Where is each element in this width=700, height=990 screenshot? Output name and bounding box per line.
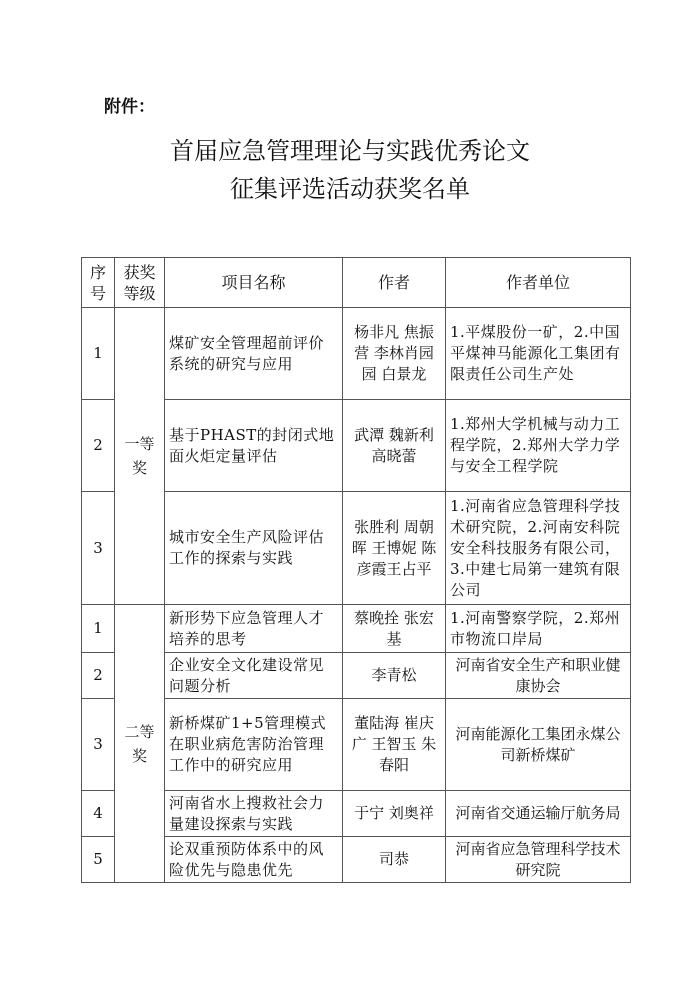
project-cell: 基于PHAST的封闭式地面火炬定量评估 bbox=[165, 400, 343, 492]
grade-label: 一等奖 bbox=[124, 435, 155, 477]
table-row bbox=[82, 605, 631, 653]
project-cell: 煤矿安全管理超前评价系统的研究与应用 bbox=[165, 308, 343, 400]
header-seq: 序号 bbox=[82, 258, 115, 308]
project-cell: 河南省水上搜救社会力量建设探索与实践 bbox=[165, 791, 343, 837]
grade-label: 二等奖 bbox=[124, 722, 155, 765]
author-cell: 司恭 bbox=[343, 837, 446, 883]
page-title-line1: 首届应急管理理论与实践优秀论文 bbox=[170, 137, 530, 165]
table-row bbox=[82, 653, 631, 699]
author-cell: 董陆海 崔庆广 王智玉 朱春阳 bbox=[343, 699, 446, 791]
seq-cell: 5 bbox=[82, 837, 115, 883]
unit-cell: 1.河南警察学院，2.郑州市物流口岸局 bbox=[446, 605, 631, 653]
header-project: 项目名称 bbox=[165, 258, 343, 308]
unit-cell: 河南能源化工集团永煤公司新桥煤矿 bbox=[446, 699, 631, 791]
header-unit: 作者单位 bbox=[446, 258, 631, 308]
seq-cell: 2 bbox=[82, 653, 115, 699]
seq-cell: 3 bbox=[82, 699, 115, 791]
header-grade: 获奖等级 bbox=[115, 258, 165, 308]
author-cell: 蔡晚拴 张宏基 bbox=[343, 605, 446, 653]
table-row bbox=[82, 837, 631, 883]
author-cell: 于宁 刘奥祥 bbox=[343, 791, 446, 837]
table-header-row bbox=[82, 258, 631, 308]
unit-cell: 河南省交通运输厅航务局 bbox=[446, 791, 631, 837]
project-cell: 城市安全生产风险评估工作的探索与实践 bbox=[165, 492, 343, 605]
page-title-line2: 征集评选活动获奖名单 bbox=[230, 175, 470, 203]
unit-cell: 河南省安全生产和职业健康协会 bbox=[446, 653, 631, 699]
seq-cell: 4 bbox=[82, 791, 115, 837]
awards-table bbox=[81, 257, 631, 883]
table-row bbox=[82, 400, 631, 492]
table-row bbox=[82, 791, 631, 837]
seq-cell: 1 bbox=[82, 605, 115, 653]
unit-cell: 河南省应急管理科学技术研究院 bbox=[446, 837, 631, 883]
author-cell: 李青松 bbox=[343, 653, 446, 699]
author-cell: 武潭 魏新利 高晓蕾 bbox=[343, 400, 446, 492]
author-cell: 张胜利 周朝晖 王博妮 陈彦霞王占平 bbox=[343, 492, 446, 605]
grade-cell-first bbox=[115, 308, 165, 605]
header-author: 作者 bbox=[343, 258, 446, 308]
unit-cell: 1.河南省应急管理科学技术研究院，2.河南安科院安全科技服务有限公司，3.中建七局第一建筑有限公司 bbox=[446, 492, 631, 605]
table-row bbox=[82, 492, 631, 605]
project-cell: 新桥煤矿1+5管理模式在职业病危害防治管理工作中的研究应用 bbox=[165, 699, 343, 791]
attachment-label: 附件： bbox=[104, 97, 155, 117]
seq-cell: 2 bbox=[82, 400, 115, 492]
unit-cell: 1.郑州大学机械与动力工程学院，2.郑州大学力学与安全工程学院 bbox=[446, 400, 631, 492]
project-cell: 企业安全文化建设常见问题分析 bbox=[165, 653, 343, 699]
project-cell: 新形势下应急管理人才培养的思考 bbox=[165, 605, 343, 653]
author-cell: 杨非凡 焦振营 李林肖园园 白景龙 bbox=[343, 308, 446, 400]
seq-cell: 3 bbox=[82, 492, 115, 605]
table-row bbox=[82, 308, 631, 400]
grade-cell-second bbox=[115, 605, 165, 883]
project-cell: 论双重预防体系中的风险优先与隐患优先 bbox=[165, 837, 343, 883]
table-row bbox=[82, 699, 631, 791]
unit-cell: 1.平煤股份一矿，2.中国平煤神马能源化工集团有限责任公司生产处 bbox=[446, 308, 631, 400]
seq-cell: 1 bbox=[82, 308, 115, 400]
